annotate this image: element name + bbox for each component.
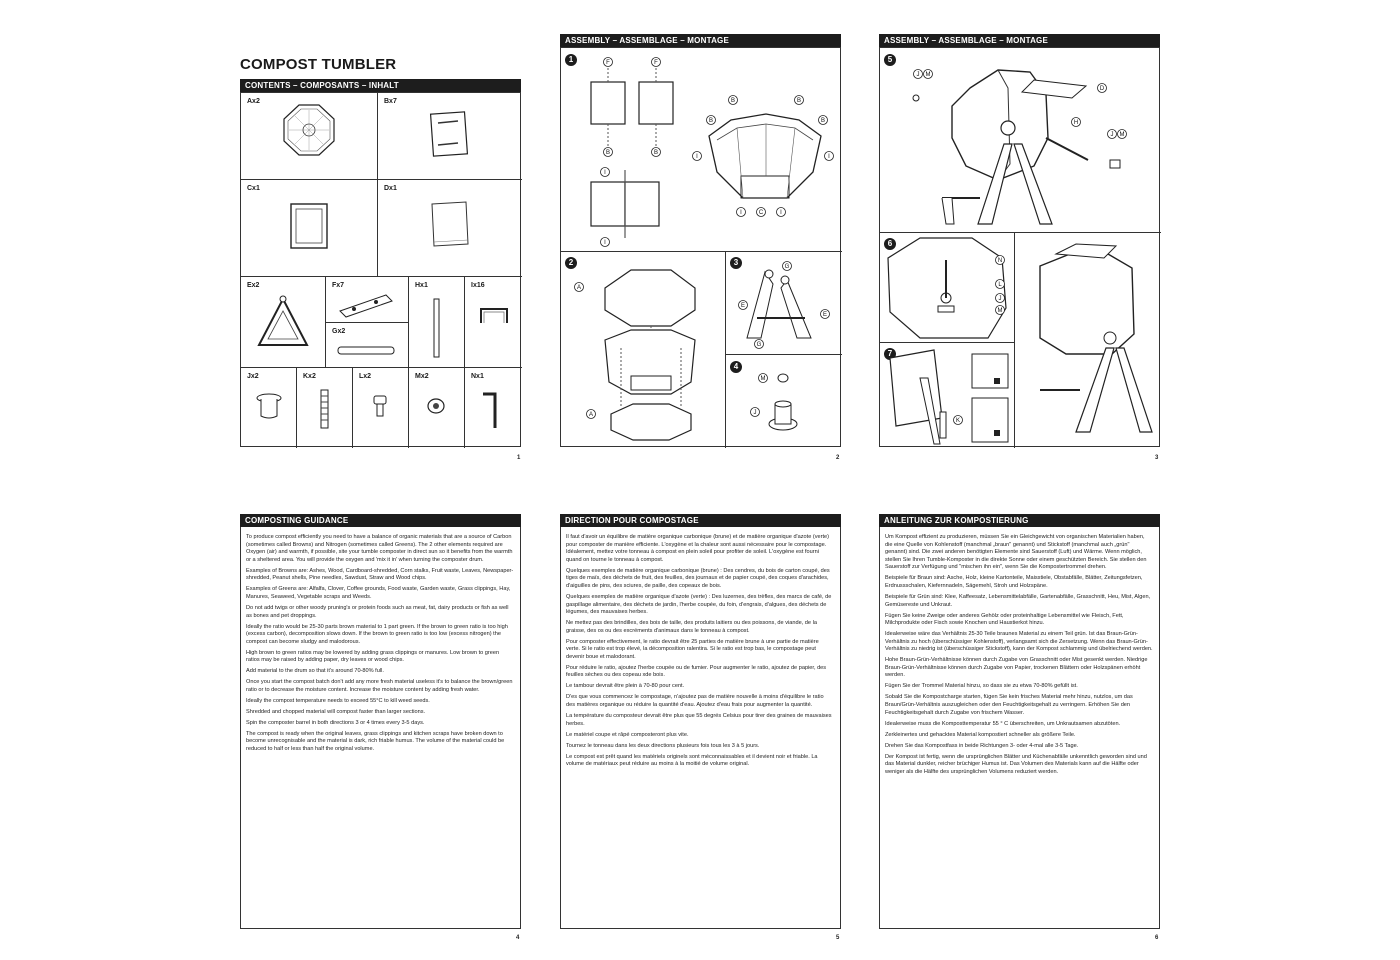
section-header: ANLEITUNG ZUR KOMPOSTIERUNG bbox=[879, 514, 1160, 527]
paragraph: Do not add twigs or other woody pruning's or protein foods such as meat, fat, dairy products or fish as well as bones and pet droppings. bbox=[246, 604, 509, 619]
paragraph: Spin the composter barrel in both directions 3 or 4 times every 3-5 days. bbox=[246, 719, 425, 726]
paragraph: La température du composteur devrait être plus que 55 degrés Celsius pour tirer des graines de mauvaises herbes. bbox=[566, 713, 832, 727]
text-panel bbox=[240, 514, 521, 929]
panel-m-illustration bbox=[409, 368, 465, 448]
part-f-cell bbox=[326, 277, 409, 323]
contents-grid bbox=[240, 92, 521, 447]
callout-i: I bbox=[740, 210, 742, 216]
callout-e: E bbox=[822, 312, 828, 318]
panel-a-illustration bbox=[241, 93, 378, 180]
callout-m: M bbox=[1119, 132, 1125, 138]
panel-d-illustration bbox=[378, 180, 522, 277]
callout-j: J bbox=[753, 410, 757, 416]
panel-j-illustration bbox=[241, 368, 297, 448]
paragraph: Beispiele für Grün sind: Klee, Kaffeesatz, Lebensmittelabfälle, Gartenabfälle, Grasschnitt, Heu, Mist, Algen, Gemüsereste und Unkraut. bbox=[885, 593, 1151, 608]
paragraph: Examples of Browns are: Ashes, Wood, Cardboard-shredded, Corn stalks, Fruit waste, Leaves, Newspaper-shredded, Peanut shells, Pine needles, Sawdust, Straw and Wood chips. bbox=[246, 567, 514, 582]
paragraph: Drehen Sie das Kompostfass in beide Richtungen 3- oder 4-mal alle 3-5 Tage. bbox=[885, 742, 1079, 749]
panel-c-illustration bbox=[241, 180, 378, 277]
callout-b: B bbox=[820, 118, 826, 124]
page-2 bbox=[558, 33, 843, 465]
paragraph: Ideally the compost temperature needs to exceed 55°C to kill weed seeds. bbox=[246, 697, 430, 704]
paragraph: Once you start the compost batch don't add any more fresh material useless it's to balance the brown/green ratio or to decrease the moisture content. Increase the moisture content by adding fresh water. bbox=[246, 679, 513, 693]
callout-n: N bbox=[997, 258, 1003, 264]
part-l-cell bbox=[353, 368, 409, 448]
step-number: 1 bbox=[565, 54, 577, 66]
callout-k: K bbox=[955, 418, 961, 424]
paragraph: Le compost est prêt quand les matériels originels sont méconnaissables et il devient noir et friable. La volume de matériaux peut réduire au moins à la moitié de volume original. bbox=[566, 753, 818, 768]
page-6 bbox=[877, 513, 1162, 945]
page-number: 5 bbox=[836, 935, 840, 941]
callout-m: M bbox=[997, 308, 1003, 314]
assembly-panel bbox=[560, 47, 841, 447]
paragraph: Pour réduire le ratio, ajoutez l'herbe coupée ou de fumier. Pour augmenter le ratio, ajoutez de papier, des feuilles sèches ou des copeau xde bois. bbox=[566, 664, 827, 679]
callout-j: J bbox=[916, 72, 920, 78]
callout-b: B bbox=[796, 98, 802, 104]
panel-n-illustration bbox=[465, 368, 522, 448]
page-4 bbox=[238, 513, 523, 945]
step-number: 5 bbox=[884, 54, 896, 66]
part-b-cell bbox=[378, 93, 522, 180]
callout-letters-lower bbox=[561, 48, 842, 448]
part-g-cell bbox=[326, 323, 409, 368]
part-d-label: Dx1 bbox=[384, 185, 397, 192]
part-m-cell bbox=[409, 368, 465, 448]
callout-l: L bbox=[998, 282, 1002, 288]
paragraph: Add material to the drum so that it's around 70-80% full. bbox=[246, 668, 384, 675]
part-f-label: Fx7 bbox=[332, 282, 345, 289]
text-panel bbox=[879, 514, 1160, 929]
part-n-label: Nx1 bbox=[471, 373, 484, 380]
paragraph: D'es que vous commencez le compostage, n'ajoutez pas de matière nouvelle à moins d'équilibre le ratio des matières organique ou réduire la quantité d'eau. Ajoutez d'eau frais pour augmenter la quantité. bbox=[566, 694, 824, 709]
paragraph: Ideally the ratio would be 25-30 parts brown material to 1 part green. If the brown to green ratio is too high (excess carbon), decomposition slows down. If the brown to green ratio is too low (excess nitrogen) the compost can become sludgy and malodorous. bbox=[246, 623, 508, 645]
guidance-text bbox=[885, 534, 1153, 780]
step-number: 2 bbox=[565, 257, 577, 269]
panel-h-illustration bbox=[409, 277, 465, 368]
callout-i: I bbox=[604, 170, 606, 176]
part-d-cell bbox=[378, 180, 522, 277]
paragraph: Quelques exemples de matière organique d'azote (verte) : Des luzernes, des trèfles, des marcs de café, de gaspillage alimentaire, des déchets de jardin, l'herbe coupée, du foin, d'engrais, d'algues, des déchets de légumes, des mauvaises herbes. bbox=[566, 593, 832, 616]
part-e-cell bbox=[241, 277, 326, 368]
page-number: 2 bbox=[836, 455, 840, 461]
part-a-cell bbox=[241, 93, 378, 180]
callout-m: M bbox=[925, 72, 931, 78]
part-i-label: Ix16 bbox=[471, 282, 485, 289]
paragraph: Zerkleinertes und gehacktes Material kompostiert schneller als größere Teile. bbox=[885, 731, 1076, 738]
paragraph: Fügen Sie der Trommel Material hinzu, so dass sie zu etwa 70-80% gefüllt ist. bbox=[885, 683, 1078, 690]
panel-i-illustration bbox=[465, 277, 522, 368]
callout-b: B bbox=[730, 98, 736, 104]
part-l-label: Lx2 bbox=[359, 373, 372, 380]
callout-i: I bbox=[696, 154, 698, 160]
callout-a: A bbox=[576, 285, 582, 291]
callout-b: B bbox=[653, 150, 659, 156]
callout-i: I bbox=[780, 210, 782, 216]
part-n-cell bbox=[465, 368, 522, 448]
callout-i: I bbox=[828, 154, 830, 160]
paragraph: Fügen Sie keine Zweige oder anderes Gehölz oder proteinhaltige Lebensmittel wie Fleisch, Fett, Milchprodukte oder Fisch sowie Knochen und Haustierkot hinzu. bbox=[885, 612, 1124, 627]
page-number: 3 bbox=[1155, 455, 1159, 461]
part-j-label: Jx2 bbox=[247, 373, 259, 380]
paragraph: The compost is ready when the original leaves, grass clippings and kitchen scraps have broken down to become unrecognisable and the material is dark, rich friable humus. The volume of the material could be reduced to half or less than half the original volume. bbox=[246, 730, 505, 752]
part-h-label: Hx1 bbox=[415, 282, 428, 289]
callout-j: J bbox=[1110, 132, 1114, 138]
step-number: 4 bbox=[730, 361, 742, 373]
section-header: DIRECTION POUR COMPOSTAGE bbox=[560, 514, 841, 527]
part-m-label: Mx2 bbox=[415, 373, 429, 380]
callout-f: F bbox=[654, 60, 658, 66]
step-number: 6 bbox=[884, 238, 896, 250]
page-number: 6 bbox=[1155, 935, 1159, 941]
panel-k-illustration bbox=[297, 368, 353, 448]
paragraph: Pour composter effectivement, le ratio devrait être 25 parties de matière brune à une partie de matière verte. Si le ratio est trop élevé, la décomposition ralentira. Si le ratio est trop bas, le compostage peut devenir boue et malodorant. bbox=[566, 638, 819, 660]
part-e-label: Ex2 bbox=[247, 282, 260, 289]
paragraph: Quelques exemples de matière organique carbonique (brune) : Des cendres, du bois de carton coupé, des tiges de maïs, des déchets de fruit, des feuilles, des journaux et de papier coupé, des coques d'arachides, d'aiguilles de pins, des sciures, de paille, des copeaux de bois. bbox=[566, 567, 830, 589]
callout-d: D bbox=[1099, 86, 1105, 92]
step-number: 3 bbox=[730, 257, 742, 269]
page-1 bbox=[238, 55, 523, 465]
paragraph: Idealerweise muss die Komposttemperatur 55 ° C überschreiten, um Unkrautsamen abzutöten. bbox=[885, 720, 1121, 727]
part-b-label: Bx7 bbox=[384, 98, 397, 105]
page-number: 1 bbox=[517, 455, 521, 461]
paragraph: Examples of Greens are: Alfalfa, Clover, Coffee grounds, Food waste, Garden waste, Grass clippings, Hay, Manures, Seaweed, Vegetable scraps and Weeds. bbox=[246, 586, 511, 600]
paragraph: Idealerweise wäre das Verhältnis 25-30 Teile braunes Material zu einem Teil grün. Ist das Braun-Grün-Verhältnis zu hoch (überschüssiger Kohlenstoff), verlangsamt sich die Zersetzung. Wenn das Braun-Grün-Verhältnis zu niedrig ist (überschüssiger Stickstoff), kann der Kompost schlammig und übelriechend werden. bbox=[885, 631, 1153, 653]
paragraph: Ne mettez pas des brindilles, des bois de taille, des produits laitiers ou des poissons, de viande, de la graisse, des os ou des excréments d'animaux dans le tonneau à compost. bbox=[566, 620, 817, 634]
paragraph: Le tambour devrait être plein à 70-80 pour cent. bbox=[566, 683, 685, 690]
part-h-cell bbox=[409, 277, 465, 368]
page-number: 4 bbox=[516, 935, 520, 941]
callout-m: M bbox=[760, 376, 766, 382]
callout-a: A bbox=[588, 412, 594, 418]
section-header: COMPOSTING GUIDANCE bbox=[240, 514, 521, 527]
contents-header: CONTENTS – COMPOSANTS – INHALT bbox=[240, 79, 521, 92]
paragraph: Hohe Braun-Grün-Verhältnisse können durch Zugabe von Grasschnitt oder Mist gesenkt werden. Niedrige Braun-Grün-Verhältnisse können durch Zugabe von Papier, trockenen Blättern oder Holzspänen erhöht werden. bbox=[885, 657, 1148, 679]
callout-h: H bbox=[1073, 120, 1079, 126]
page-5 bbox=[558, 513, 843, 945]
part-g-label: Gx2 bbox=[332, 328, 346, 335]
paragraph: Shredded and chopped material will compost faster than larger sections. bbox=[246, 708, 426, 715]
assembly-panel bbox=[879, 47, 1160, 447]
callout-i: I bbox=[604, 240, 606, 246]
paragraph: High brown to green ratios may be lowered by adding grass clippings or manures. Low brown to green ratios may be raised by adding paper, dry leaves or wood chips. bbox=[246, 649, 500, 664]
callout-j: J bbox=[998, 296, 1002, 302]
panel-l-illustration bbox=[353, 368, 409, 448]
part-j-cell bbox=[241, 368, 297, 448]
part-a-label: Ax2 bbox=[247, 98, 260, 105]
assembly-header: ASSEMBLY – ASSEMBLAGE – MONTAGE bbox=[879, 34, 1160, 47]
paragraph: Sobald Sie die Kompostcharge starten, fügen Sie kein frisches Material mehr hinzu, nutzlos, um das Braun/Grün-Verhältnis auszugleichen oder den Feuchtigkeitsgehalt zu verringern. Erhöhen Sie den Feuchtigkeitsgehalt durch Zugabe von frischem Wasser. bbox=[885, 694, 1133, 716]
callout-b: B bbox=[605, 150, 611, 156]
part-k-cell bbox=[297, 368, 353, 448]
callout-c: C bbox=[758, 210, 764, 216]
callout-b: B bbox=[708, 118, 714, 124]
paragraph: Tournez le tonneau dans les deux directions plusieurs fois tous les 3 à 5 jours. bbox=[566, 742, 760, 749]
panel-b-illustration bbox=[378, 93, 522, 180]
part-i-cell bbox=[465, 277, 522, 368]
callout-g: G bbox=[784, 264, 790, 270]
guidance-text bbox=[566, 534, 834, 772]
panel-f-illustration bbox=[326, 277, 409, 323]
assembly-header: ASSEMBLY – ASSEMBLAGE – MONTAGE bbox=[560, 34, 841, 47]
text-panel bbox=[560, 514, 841, 929]
panel-g-illustration bbox=[326, 323, 409, 368]
guidance-text bbox=[246, 534, 514, 757]
part-k-label: Kx2 bbox=[303, 373, 316, 380]
panel-e-illustration bbox=[241, 277, 326, 368]
part-c-cell bbox=[241, 180, 378, 277]
page-3 bbox=[877, 33, 1162, 465]
step-number: 7 bbox=[884, 348, 896, 360]
callout-g: G bbox=[756, 342, 762, 348]
paragraph: To produce compost efficiently you need to have a balance of organic materials that are a source of Carbon (sometimes called Browns) and Nitrogen (sometimes called Greens). The 2 other elements required are Oxygen (air) and warmth, if possible, site your tumble composter in direct sun so it benefits from the warmth or a sheltered area. You will provide the oxygen and 'mix it in' when turning the composter drum. bbox=[246, 534, 513, 563]
part-c-label: Cx1 bbox=[247, 185, 260, 192]
callout-f: F bbox=[606, 60, 610, 66]
callout-e: E bbox=[740, 303, 746, 309]
callout-letters bbox=[880, 48, 1161, 448]
paragraph: Le matériel coupe et râpé composteront plus vite. bbox=[566, 731, 689, 738]
paragraph: Der Kompost ist fertig, wenn die ursprünglichen Blätter und Küchenabfälle unkenntlich geworden sind und das Material dunkler, reicher brüchiger Humus ist. Das Volumen des Materials kann auf die Hälfte oder weniger als die Hälfte des ursprünglichen Volumens reduziert werden. bbox=[885, 753, 1147, 775]
paragraph: Um Kompost effizient zu produzieren, müssen Sie ein Gleichgewicht von organischen Materialien haben, die eine Quelle von Kohlenstoff (manchmal „braun" genannt) und Stickstoff (manchmal auch „grün" genannt) sind. Die zwei anderen benötigten Elemente sind Sauerstoff (Luft) und Wärme. Wenn möglich, stellen Sie Ihren Tumble-Komposter in die direkte Sonne oder einem geschützten Bereich. Sie stellen den Sauerstoff zur Verfügung und "mischen ihn ein", wenn Sie die Kompostertrommel drehen. bbox=[885, 534, 1147, 571]
paragraph: Il faut d'avoir un équilibre de matière organique carbonique (brune) et de matière organique d'azote (verte) pour composter de manière efficiente. L'oxygène et la chaleur sont aussi nécessaire pour le compostage. Idéalement, mettez votre tonneau à compost en plein soleil pour profiter de soleil. L'oxygène est fourni quand on tourne le tonneau à compost. bbox=[566, 534, 830, 563]
document-title: COMPOST TUMBLER bbox=[240, 56, 397, 73]
paragraph: Beispiele für Braun sind: Asche, Holz, kleine Kartonteile, Maisstiele, Obstabfälle, Blätter, Zeitungsfetzen, Erdnussschalen, Kiefernnadeln, Sägemehl, Stroh und Holzspäne. bbox=[885, 575, 1143, 589]
